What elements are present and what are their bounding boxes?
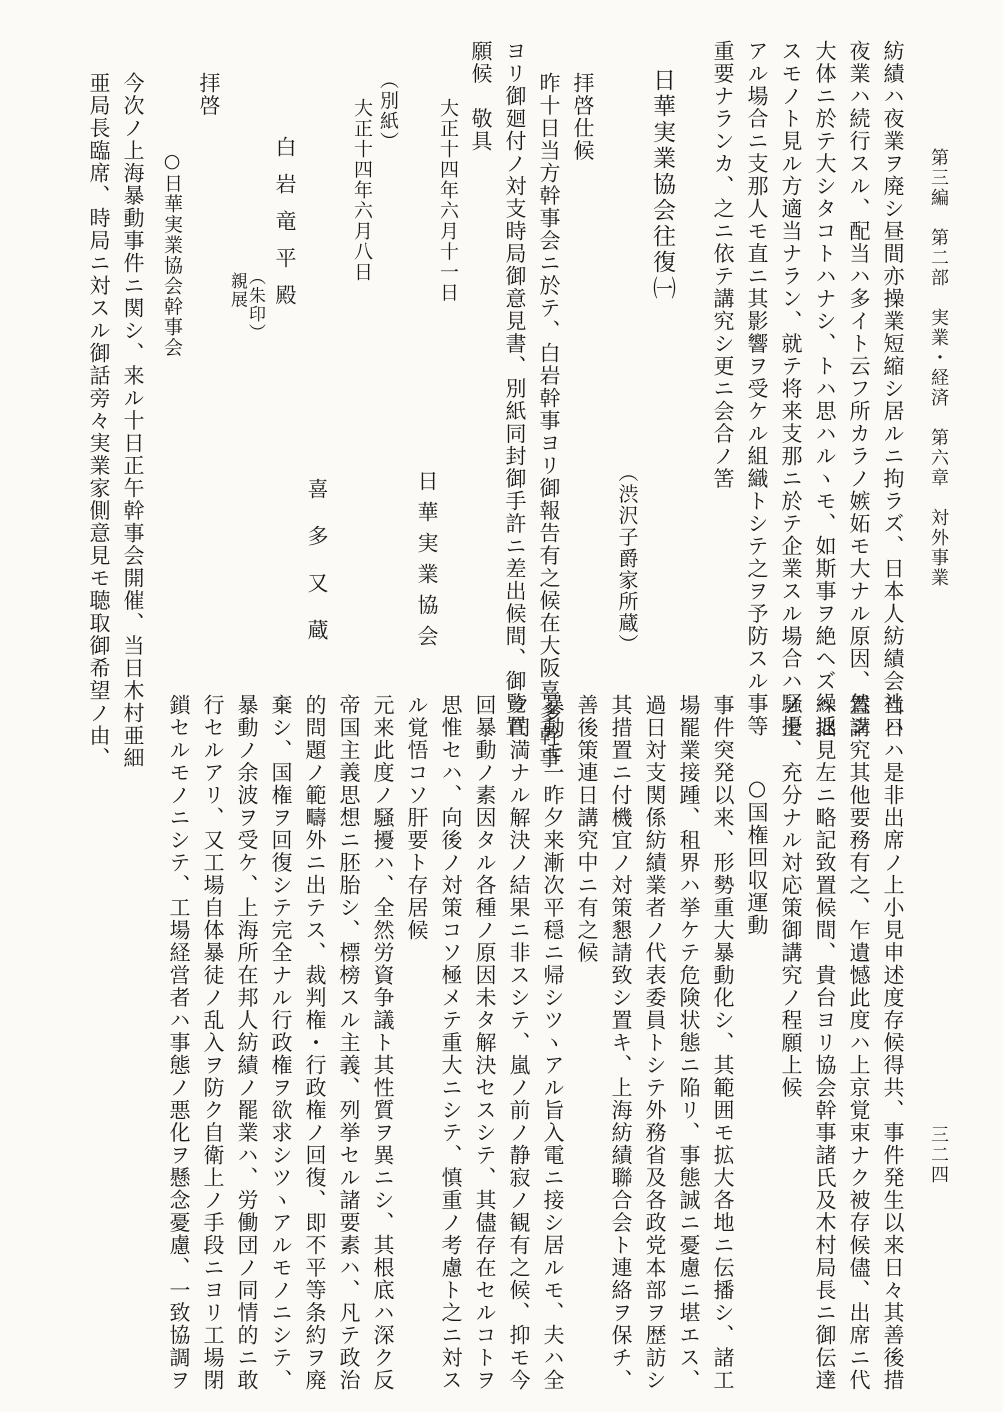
- text-line: 暴動ノ余波ヲ受ケ、上海所在邦人紡績ノ罷業ハ、労働団ノ同情的ニ敢: [235, 694, 259, 1392]
- text-line: 夜業ハ続行スル、配当ハ多イト云フ所カラノ嫉妬モ大ナル原因、然シ: [847, 40, 871, 738]
- text-line: スモノト見ル方適当ナラン、就テ将来支那ニ於テ企業スル場合ハ騒擾: [779, 40, 803, 738]
- text-line: 棄シ、国権ヲ回復シテ完全ナル行政権ヲ欲求シツヽアルモノニシテ、: [269, 694, 293, 1392]
- text-line: 帝国主義思想ニ胚胎シ、標榜スル主義、列挙セル諸要素ハ、凡テ政治: [337, 694, 361, 1392]
- text-line: 元来此度ノ騒擾ハ、全然労資争議ト其性質ヲ異ニシ、其根底ハ深ク反: [371, 694, 395, 1392]
- source-note: （渋沢子爵家所蔵）: [615, 462, 639, 656]
- text-line: 置講究其他要務有之、乍遺憾此度ハ上京覚束ナク被存候儘、出席ニ代: [847, 694, 871, 1392]
- section-title: 日華実業協会往復㈠: [649, 68, 675, 302]
- text-line: 紡績ハ夜業ヲ廃シ昼間亦操業短縮シ居ルニ拘ラズ、日本人紡績会社ハ: [881, 40, 905, 738]
- text-line: 暴動モ一昨夕来漸次平穏ニ帰シツヽアル旨入電ニ接シ居ルモ、夫ハ全: [541, 694, 565, 1392]
- text-line: 当日ハ是非出席ノ上小見申述度存候得共、事件発生以来日々其善後措: [881, 694, 905, 1392]
- text-line: 鎖セルモノニシテ、工場経営者ハ事態ノ悪化ヲ懸念憂慮、一致協調ヲ: [167, 694, 191, 1392]
- text-line: 重要ナランカ、之ニ依テ講究シ更ニ会合ノ筈: [711, 40, 735, 490]
- text-line: ヨリ御廻付ノ対支時局御意見書、別紙同封御手許ニ差出候間、御覧置: [503, 40, 527, 738]
- text-line: 的問題ノ範疇外ニ出テス、裁判権・行政権ノ回復、即不平等条約ヲ廃: [303, 694, 327, 1392]
- text-line: 亜局長臨席、時局ニ対スル御話旁々実業家側意見モ聴取御希望ノ由、: [87, 72, 111, 770]
- text-line: 過日対支関係紡績業者ノ代表委員トシテ外務省及各政党本部ヲ歴訪シ: [643, 694, 667, 1392]
- seal-note: （朱印）: [245, 268, 265, 342]
- attachment-recipient: 白岩竜平殿: [273, 136, 297, 321]
- text-line: 善後策連日講究中ニ有之候: [575, 694, 599, 964]
- attachment-sender: 喜多又蔵: [305, 478, 329, 666]
- confidential-note: 親展: [227, 272, 247, 309]
- letter-date: 大正十四年六月十一日: [437, 98, 459, 303]
- text-line: 大体ニ於テ大シタコトハナシ、トハ思ハルヽモ、如斯事ヲ絶ヘズ繰返: [813, 40, 837, 738]
- attachment-label: （別紙）: [377, 70, 399, 152]
- text-line: ク円満ナル解決ノ結果ニ非スシテ、嵐ノ前ノ静寂ノ観有之候、抑モ今: [507, 694, 531, 1392]
- text-line: ル覚悟コソ肝要ト存居候: [405, 694, 429, 942]
- text-line: 行セルアリ、又工場自体暴徒ノ乱入ヲ防ク自衛上ノ手段ニヨリ工場閉: [201, 694, 225, 1392]
- attachment-date: 大正十四年六月八日: [351, 98, 373, 283]
- letter-greeting: 拝啓仕候: [571, 72, 595, 162]
- text-line: ノ上、充分ナル対応策御講究ノ程願上候: [779, 694, 803, 1099]
- page-number: 三二四: [928, 1125, 949, 1185]
- letter-heading: ○日華実業協会幹事会: [161, 150, 183, 358]
- text-line: 昨十日当方幹事会ニ於テ、白岩幹事ヨリ御報告有之候在大阪喜多幹事: [537, 72, 561, 770]
- letter-greeting: 拝啓: [197, 72, 221, 117]
- running-header: 第三編 第二部 実業・経済 第六章 対外事業: [928, 148, 949, 588]
- text-line: アル場合ニ支那人モ直ニ其影響ヲ受ケル組織トシテ之ヲ予防スル事等: [745, 40, 769, 738]
- text-line: 願候 敬具: [469, 40, 493, 153]
- text-line: 事件突発以来、形勢重大暴動化シ、其範囲モ拡大各地ニ伝播シ、諸工: [711, 694, 735, 1392]
- text-line: 其措置ニ付機宜ノ対策懇請致シ置キ、上海紡績聯合会ト連絡ヲ保チ、: [609, 694, 633, 1392]
- text-line: 回暴動ノ素因タル各種ノ原因未タ解決セスシテ、其儘存在セルコトヲ: [473, 694, 497, 1392]
- text-line: 思惟セハ、向後ノ対策コソ極メテ重大ニシテ、慎重ノ考慮ト之ニ対ス: [439, 694, 463, 1392]
- text-line: ヘ拙見左ニ略記致置候間、貴台ヨリ協会幹事諸氏及木村局長ニ御伝達: [813, 694, 837, 1392]
- text-line: 今次ノ上海暴動事件ニ関シ、来ル十日正午幹事会開催、当日木村亜細: [121, 72, 145, 770]
- letter-sender: 日華実業協会: [415, 470, 439, 656]
- section-heading: ○国権回収運動: [745, 776, 769, 937]
- text-line: 場罷業接踵、租界ハ挙ケテ危険状態ニ陥リ、事態誠ニ憂慮ニ堪エス、: [677, 694, 701, 1392]
